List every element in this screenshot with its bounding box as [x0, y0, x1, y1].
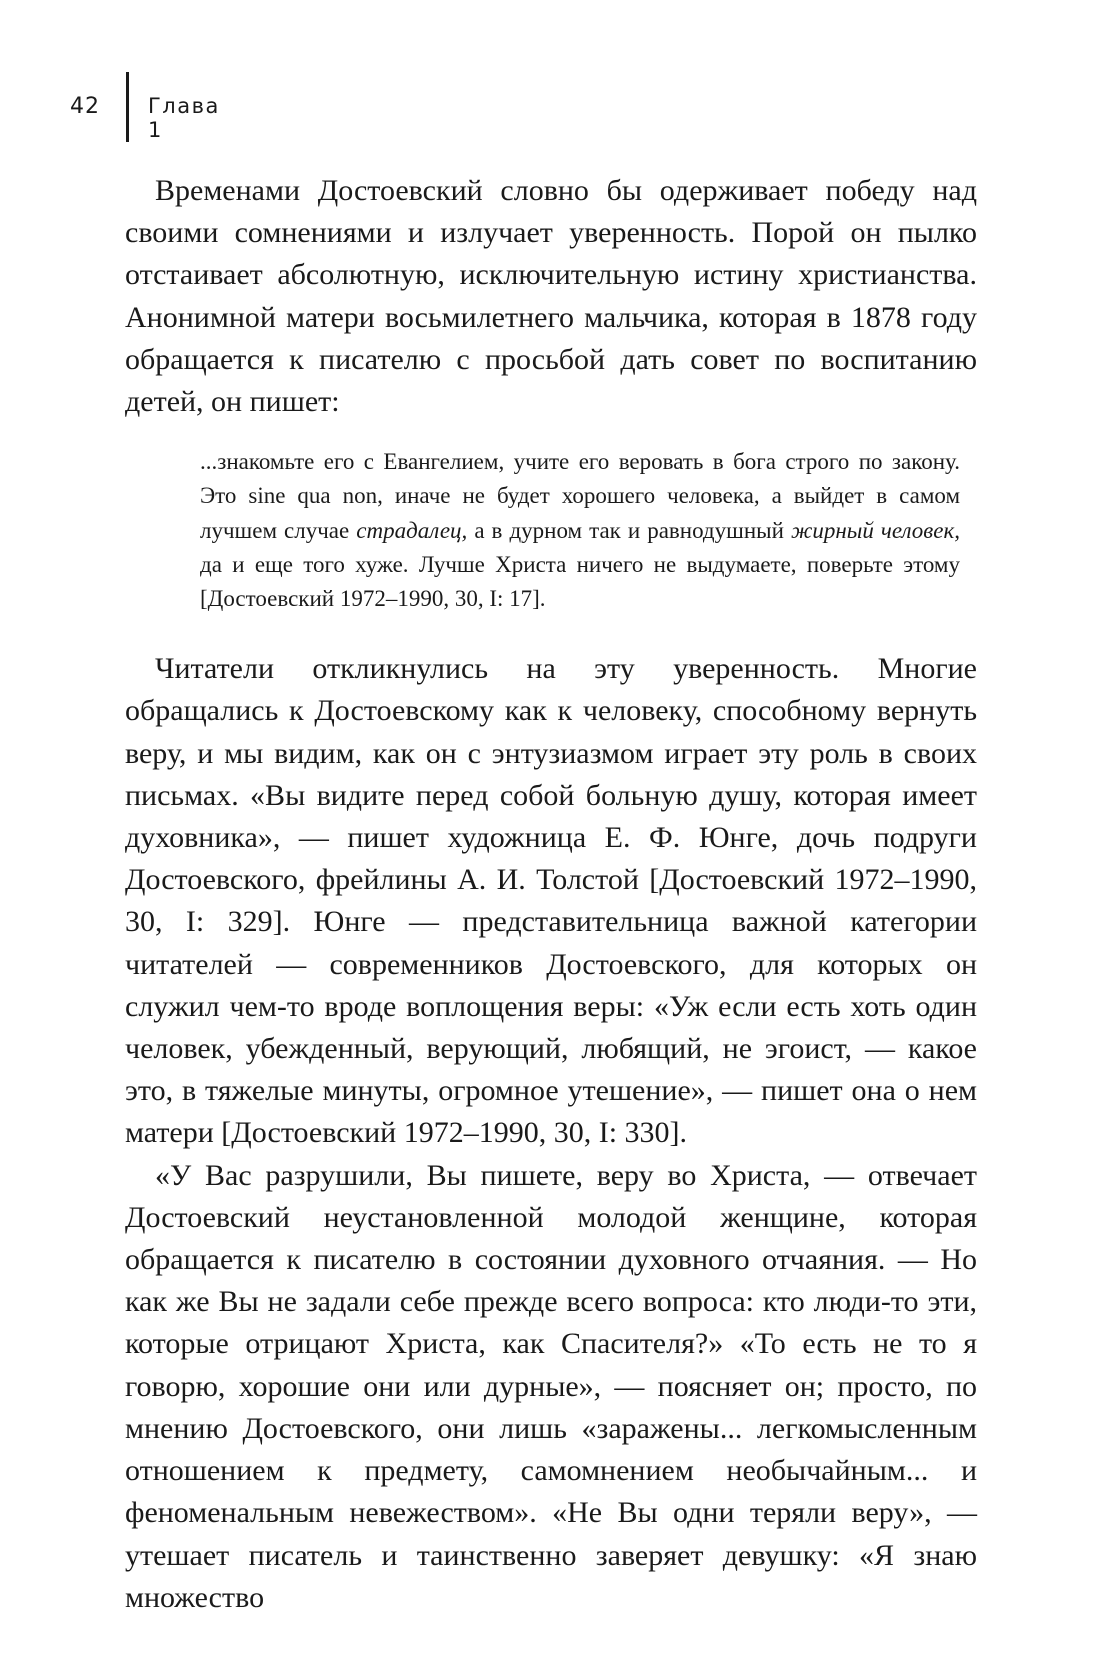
- quote-text-1: ...знакомьте его с Евангелием, учите его веровать в бога строго по закону. Это sine qua non, иначе не будет хорошего человека, а выйдет в самом лучшем случае: [200, 449, 960, 543]
- page-body: [125, 170, 977, 1619]
- quote-italic-1: страдалец,: [356, 517, 468, 543]
- quote-text-2: а в дурном так и равнодушный: [467, 517, 791, 543]
- paragraph-3: «У Вас разрушили, Вы пишете, веру во Христа, — отвечает Достоевский неустановленной молодой женщине, которая обращается к писателю в состоянии духовного отчаяния. — Но как же Вы не задали себе прежде всего вопроса: кто люди-то эти, которые отрицают Христа, как Спасителя?» «То есть не то я говорю, хорошие они или дурные», — поясняет он; просто, по мнению Достоевского, они лишь «заражены... легкомысленным отношением к предмету, самомнением необычайным... и феноменальным невежеством». «Не Вы одни теряли веру», — утешает писатель и таинственно заверяет девушку: «Я знаю множество: [125, 1158, 977, 1614]
- header-divider: [126, 72, 129, 142]
- block-quote: [200, 445, 960, 616]
- chapter-title: Глава 1: [148, 94, 220, 142]
- quote-text-3: да и еще того хуже. Лучше Христа ничего не выдумаете, поверьте этому [Достоевский 1972–1990, 30, I: 17].: [200, 551, 960, 612]
- paragraph-2: Читатели откликнулись на эту уверенность. Многие обращались к Достоевскому как к человеку, способному вернуть веру, и мы видим, как он с энтузиазмом играет эту роль в своих письмах. «Вы видите перед собой больную душу, которая имеет духовника», — пишет художница Е. Ф. Юнге, дочь подруги Достоевского, фрейлины А. И. Толстой [Достоевский 1972–1990, 30, I: 329]. Юнге — представительница важной категории читателей — современников Достоевского, для которых он служил чем-то вроде воплощения веры: «Уж если есть хоть один человек, убежденный, верующий, любящий, не эгоист, — какое это, в тяжелые минуты, огромное утешение», — пишет она о нем матери [Достоевский 1972–1990, 30, I: 330].: [125, 652, 977, 1150]
- quote-italic-2: жирный человек,: [790, 517, 960, 543]
- paragraph-1: Временами Достоевский словно бы одерживает победу над своими сомнениями и излучает уверенность. Порой он пылко отстаивает абсолютную, исключительную истину христианства. Анонимной матери восьмилетнего мальчика, которая в 1878 году обращается к писателю с просьбой дать совет по воспитанию детей, он пишет:: [125, 174, 977, 419]
- page-number: 42: [70, 94, 100, 119]
